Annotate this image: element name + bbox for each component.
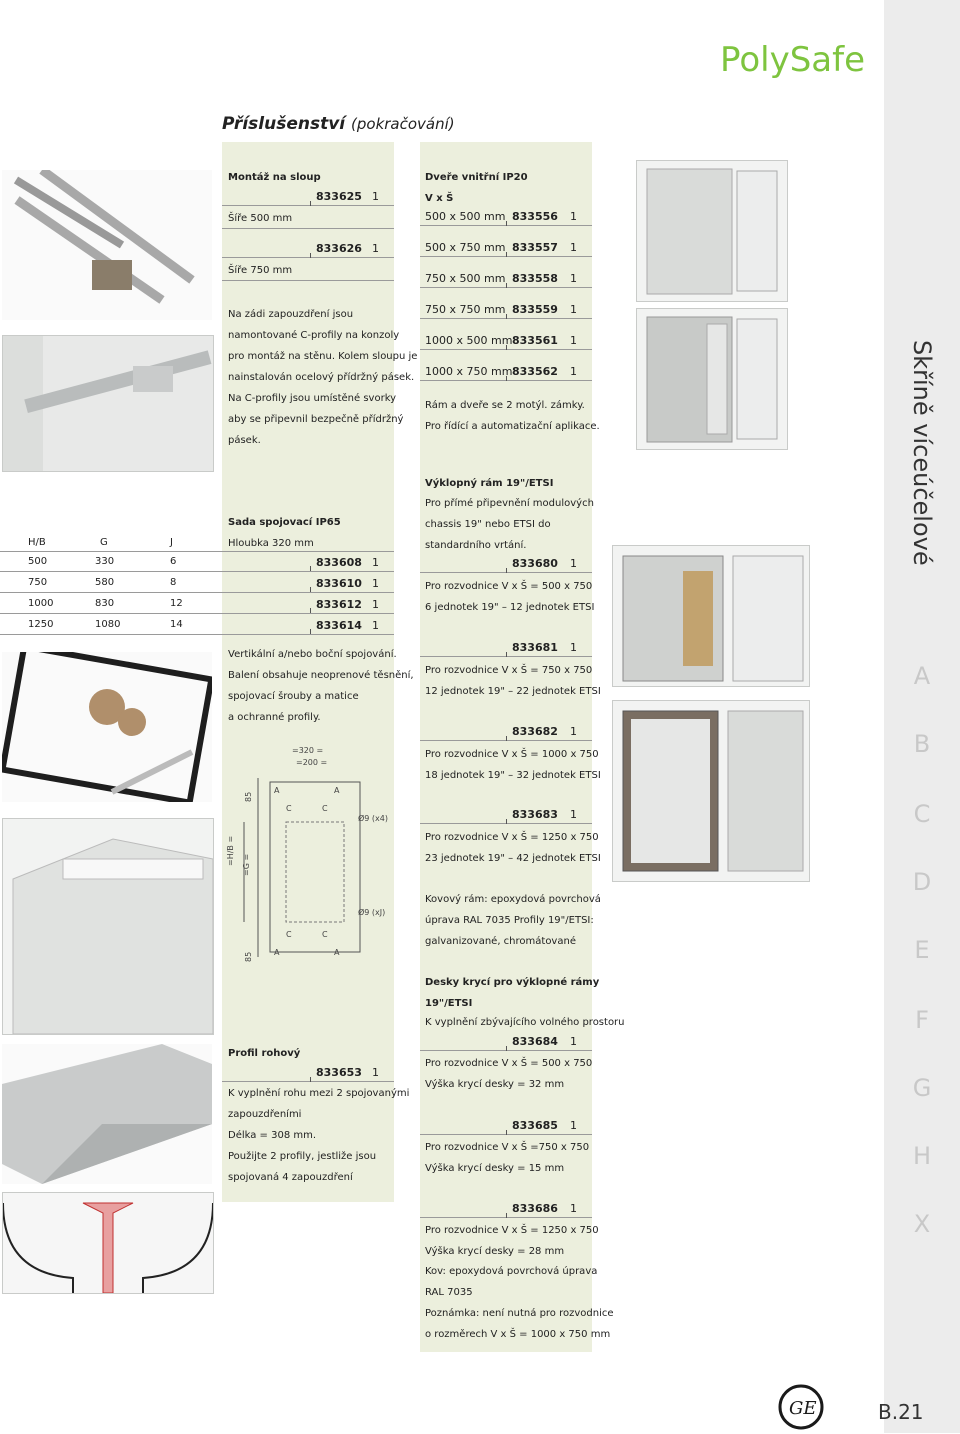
mount-desc-line: aby se připevnil bezpečně přídržný xyxy=(228,414,404,425)
frame-item-line2: 23 jednotek 19" – 42 jednotek ETSI xyxy=(425,853,601,864)
cover-note-line: Poznámka: není nutná pro rozvodnice xyxy=(425,1308,614,1319)
dim-row-line xyxy=(0,634,394,635)
dim-hb: 1250 xyxy=(28,619,54,630)
row-tick xyxy=(310,253,311,258)
product-qty: 1 xyxy=(570,1202,577,1215)
door-title: Dveře vnitřní IP20 xyxy=(425,172,528,183)
joint-desc-line: spojovací šrouby a matice xyxy=(228,691,359,702)
row-tick xyxy=(506,736,507,741)
row-tick xyxy=(506,1130,507,1135)
inner-door-open-image xyxy=(636,308,788,450)
ge-logo xyxy=(778,1384,824,1430)
dim-g: 330 xyxy=(95,556,115,567)
joint-desc-line: Vertikální a/nebo boční spojování. xyxy=(228,649,397,660)
drawing-label: C xyxy=(286,804,292,813)
row-divider xyxy=(222,205,394,206)
side-letter: G xyxy=(912,1074,932,1102)
product-code: 833559 xyxy=(512,303,558,316)
product-code: 833562 xyxy=(512,365,558,378)
frame-note-line: galvanizované, chromátované xyxy=(425,936,576,947)
drawing-label: =H/B = xyxy=(226,835,235,866)
product-code: 833684 xyxy=(512,1035,558,1048)
cover-subtitle: K vyplnění zbývajícího volného prostoru xyxy=(425,1017,625,1028)
drawing-label: Ø9 (x4) xyxy=(358,814,388,823)
side-letter: C xyxy=(913,800,931,828)
corner-title: Profil rohový xyxy=(228,1048,301,1059)
dim-qty: 1 xyxy=(372,577,379,590)
joint-kit-image xyxy=(2,652,212,802)
corner-desc-line: K vyplnění rohu mezi 2 spojovanými xyxy=(228,1088,410,1099)
frame-item-line2: 6 jednotek 19" – 12 jednotek ETSI xyxy=(425,602,595,613)
swing-frame-open-image xyxy=(612,700,810,882)
product-qty: 1 xyxy=(570,1119,577,1132)
dim-hb: 750 xyxy=(28,577,48,588)
joined-enclosures-image xyxy=(2,818,214,1035)
mount-row-label: Šíře 500 mm xyxy=(228,213,293,224)
door-size: 1000 x 750 mm xyxy=(425,365,513,378)
mount-desc-line: namontované C-profily na konzoly xyxy=(228,330,400,341)
dim-g: 580 xyxy=(95,577,115,588)
dim-hb: 1000 xyxy=(28,598,54,609)
drawing-label: C xyxy=(322,804,328,813)
side-letter: A xyxy=(913,662,931,690)
joint-depth: Hloubka 320 mm xyxy=(228,538,314,549)
door-subtitle: V x Š xyxy=(425,193,454,204)
pole-mount-rails-image xyxy=(2,170,212,320)
drilling-drawing xyxy=(222,742,394,972)
product-code: 833625 xyxy=(316,190,362,203)
row-tick xyxy=(506,1213,507,1218)
frame-desc-line: Pro přímé připevnění modulových xyxy=(425,498,594,509)
dim-j: 14 xyxy=(170,619,183,630)
dim-code: 833610 xyxy=(316,577,362,590)
mount-row-label: Šíře 750 mm xyxy=(228,265,293,276)
drawing-label: C xyxy=(322,930,328,939)
drawing-label: C xyxy=(286,930,292,939)
frame-item-line1: Pro rozvodnice V x Š = 750 x 750 xyxy=(425,665,593,676)
dim-qty: 1 xyxy=(372,556,379,569)
door-size: 750 x 750 mm xyxy=(425,303,506,316)
row-divider xyxy=(222,228,394,229)
product-qty: 1 xyxy=(372,1066,379,1079)
side-letter: H xyxy=(912,1142,932,1170)
product-code: 833653 xyxy=(316,1066,362,1079)
dim-g: 830 xyxy=(95,598,115,609)
product-code: 833556 xyxy=(512,210,558,223)
row-tick xyxy=(310,201,311,206)
product-qty: 1 xyxy=(570,210,577,223)
dim-header: G xyxy=(100,537,108,548)
mount-desc-line: Na zádi zapouzdření jsou xyxy=(228,309,354,320)
dim-header: J xyxy=(170,537,173,548)
product-code: 833685 xyxy=(512,1119,558,1132)
product-code: 833683 xyxy=(512,808,558,821)
frame-item-line2: 12 jednotek 19" – 22 jednotek ETSI xyxy=(425,686,601,697)
mount-desc-line: nainstalován ocelový přídržný pásek. xyxy=(228,372,415,383)
cover-item-line2: Výška krycí desky = 15 mm xyxy=(425,1163,565,1174)
door-desc-line: Pro řídící a automatizační aplikace. xyxy=(425,421,600,432)
cover-item-line2: Výška krycí desky = 28 mm xyxy=(425,1246,565,1257)
side-letter: F xyxy=(915,1006,929,1034)
row-tick xyxy=(506,314,507,319)
dim-qty: 1 xyxy=(372,598,379,611)
drawing-label: Ø9 (xJ) xyxy=(358,908,386,917)
dim-header: H/B xyxy=(28,537,46,548)
row-tick xyxy=(506,1046,507,1051)
product-qty: 1 xyxy=(570,1035,577,1048)
cover-note-line: o rozměrech V x Š = 1000 x 750 mm xyxy=(425,1329,611,1340)
row-tick xyxy=(506,819,507,824)
dim-qty: 1 xyxy=(372,619,379,632)
cover-item-line1: Pro rozvodnice V x Š = 500 x 750 xyxy=(425,1058,593,1069)
frame-desc-line: chassis 19" nebo ETSI do xyxy=(425,519,551,530)
row-tick xyxy=(506,568,507,573)
corner-desc-line: Použijte 2 profily, jestliže jsou xyxy=(228,1151,377,1162)
cover-note-line: RAL 7035 xyxy=(425,1287,473,1298)
dim-hb: 500 xyxy=(28,556,48,567)
drawing-label: =G = xyxy=(242,853,251,876)
product-qty: 1 xyxy=(570,241,577,254)
dim-code: 833608 xyxy=(316,556,362,569)
dim-code: 833612 xyxy=(316,598,362,611)
product-code: 833558 xyxy=(512,272,558,285)
corner-desc-line: Délka = 308 mm. xyxy=(228,1130,317,1141)
mount-desc-line: pásek. xyxy=(228,435,261,446)
dim-row-line xyxy=(0,571,394,572)
product-code: 833686 xyxy=(512,1202,558,1215)
drawing-label: A xyxy=(334,948,340,957)
dim-g: 1080 xyxy=(95,619,121,630)
product-code: 833626 xyxy=(316,242,362,255)
product-code: 833557 xyxy=(512,241,558,254)
frame-note-line: Kovový rám: epoxydová povrchová xyxy=(425,894,601,905)
side-letter: D xyxy=(912,868,932,896)
frame-item-line2: 18 jednotek 19" – 32 jednotek ETSI xyxy=(425,770,601,781)
side-letter: X xyxy=(913,1210,931,1238)
dim-row-line xyxy=(0,592,394,593)
side-letter: B xyxy=(913,730,931,758)
joint-desc-line: Balení obsahuje neoprenové těsnění, xyxy=(228,670,414,681)
drawing-label: =200 = xyxy=(296,758,328,767)
corner-desc-line: zapouzdřeními xyxy=(228,1109,302,1120)
frame-title: Výklopný rám 19"/ETSI xyxy=(425,478,554,489)
drawing-label: 85 xyxy=(244,791,253,802)
drawing-label: =320 = xyxy=(292,746,324,755)
door-size: 500 x 500 mm xyxy=(425,210,506,223)
inner-door-enclosure-image xyxy=(636,160,788,302)
row-tick xyxy=(506,252,507,257)
product-qty: 1 xyxy=(570,303,577,316)
drawing-label: A xyxy=(274,786,280,795)
product-qty: 1 xyxy=(372,190,379,203)
brand-title: PolySafe xyxy=(720,40,865,80)
drawing-label: A xyxy=(274,948,280,957)
corner-desc-line: spojovaná 4 zapouzdření xyxy=(228,1172,353,1183)
cover-title-line: Desky krycí pro výklopné rámy xyxy=(425,977,600,988)
frame-desc-line: standardního vrtání. xyxy=(425,540,527,551)
row-tick xyxy=(310,1077,311,1082)
product-qty: 1 xyxy=(570,557,577,570)
joint-desc-line: a ochranné profily. xyxy=(228,712,321,723)
cover-item-line1: Pro rozvodnice V x Š =750 x 750 xyxy=(425,1142,590,1153)
mount-desc-line: Na C-profily jsou umístěné svorky xyxy=(228,393,397,404)
cover-note-line: Kov: epoxydová povrchová úprava xyxy=(425,1266,598,1277)
product-code: 833680 xyxy=(512,557,558,570)
mount-desc-line: pro montáž na stěnu. Kolem sloupu je xyxy=(228,351,418,362)
product-qty: 1 xyxy=(570,641,577,654)
product-qty: 1 xyxy=(570,272,577,285)
pole-mount-installed-image xyxy=(2,335,214,472)
row-tick xyxy=(506,283,507,288)
joint-title: Sada spojovací IP65 xyxy=(228,517,341,528)
product-qty: 1 xyxy=(570,365,577,378)
row-divider xyxy=(222,1081,394,1082)
drawing-label: A xyxy=(334,786,340,795)
product-qty: 1 xyxy=(570,808,577,821)
side-section-title: Skříně víceúčelové xyxy=(908,340,936,566)
frame-item-line1: Pro rozvodnice V x Š = 1250 x 750 xyxy=(425,832,599,843)
section-title: Příslušenství (pokračování) xyxy=(222,114,455,134)
frame-item-line1: Pro rozvodnice V x Š = 500 x 750 xyxy=(425,581,593,592)
row-tick xyxy=(506,652,507,657)
door-size: 500 x 750 mm xyxy=(425,241,506,254)
frame-item-line1: Pro rozvodnice V x Š = 1000 x 750 xyxy=(425,749,599,760)
product-code: 833682 xyxy=(512,725,558,738)
swing-frame-image xyxy=(612,545,810,687)
dim-row-line xyxy=(0,613,394,614)
product-qty: 1 xyxy=(372,242,379,255)
dim-j: 6 xyxy=(170,556,177,567)
cover-title-line: 19"/ETSI xyxy=(425,998,473,1009)
corner-profile-image xyxy=(2,1044,212,1184)
side-letter: E xyxy=(914,936,930,964)
corner-profile-diagram xyxy=(2,1192,214,1294)
door-size: 1000 x 500 mm xyxy=(425,334,513,347)
frame-note-line: úprava RAL 7035 Profily 19"/ETSI: xyxy=(425,915,594,926)
mount-title: Montáž na sloup xyxy=(228,172,321,183)
page-number: B.21 xyxy=(878,1400,924,1424)
dim-j: 12 xyxy=(170,598,183,609)
row-divider xyxy=(222,280,394,281)
door-desc-line: Rám a dveře se 2 motýl. zámky. xyxy=(425,400,585,411)
product-qty: 1 xyxy=(570,334,577,347)
row-divider xyxy=(222,257,394,258)
drawing-label: 85 xyxy=(244,951,253,962)
row-tick xyxy=(506,221,507,226)
svg-text:GE: GE xyxy=(789,1398,817,1419)
cover-item-line2: Výška krycí desky = 32 mm xyxy=(425,1079,565,1090)
product-qty: 1 xyxy=(570,725,577,738)
dim-j: 8 xyxy=(170,577,177,588)
dim-header-line xyxy=(0,551,394,552)
product-code: 833561 xyxy=(512,334,558,347)
product-code: 833681 xyxy=(512,641,558,654)
dim-code: 833614 xyxy=(316,619,362,632)
door-size: 750 x 500 mm xyxy=(425,272,506,285)
row-tick xyxy=(506,345,507,350)
row-tick xyxy=(506,376,507,381)
cover-item-line1: Pro rozvodnice V x Š = 1250 x 750 xyxy=(425,1225,599,1236)
